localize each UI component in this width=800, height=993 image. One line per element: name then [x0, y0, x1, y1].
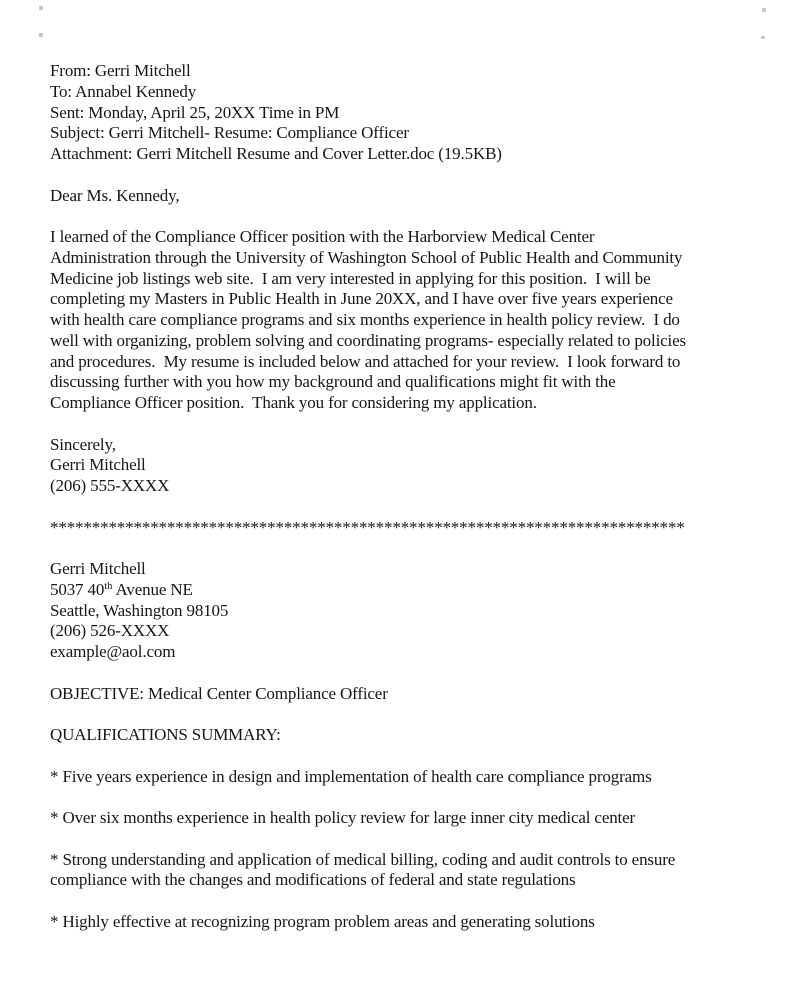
text-line: * Over six months experience in health policy review for large inner city medical center: [50, 808, 636, 827]
email-header: [50, 61, 750, 165]
text-line: well with organizing, problem solving and coordinating programs- especially related to policies: [50, 330, 686, 350]
qualifications-heading-line: QUALIFICATIONS SUMMARY:: [50, 725, 281, 744]
contact-phone: (206) 526-XXXX: [50, 621, 170, 641]
contact-block: [50, 559, 750, 663]
contact-address-ordinal: th: [104, 580, 113, 592]
contact-email: example@aol.com: [50, 642, 176, 661]
text-line: * Highly effective at recognizing program problem areas and generating solutions: [50, 911, 595, 931]
text-line: I learned of the Compliance Officer position with the Harborview Medical Center: [50, 227, 595, 246]
text-line: with health care compliance programs and six months experience in health policy review. I do: [50, 310, 680, 329]
scan-speck-top-left-1: [39, 6, 43, 10]
closing-name: Gerri Mitchell: [50, 455, 146, 475]
closing-sincerely: Sincerely,: [50, 434, 116, 454]
email-from-line: From: Gerri Mitchell: [50, 61, 191, 80]
text-line: * Five years experience in design and implementation of health care compliance programs: [50, 766, 652, 786]
scan-speck-top-right-2: [761, 36, 765, 39]
asterisk-separator-line: ****************************************************************************: [50, 517, 685, 537]
text-line: Medicine job listings web site. I am very interested in applying for this position. I will be: [50, 268, 651, 288]
email-to-line: To: Annabel Kennedy: [50, 81, 197, 101]
scan-speck-top-left-2: [39, 33, 43, 37]
salutation: [50, 186, 750, 207]
closing-phone: (206) 555-XXXX: [50, 476, 170, 495]
text-line: Administration through the University of Washington School of Public Health and Community: [50, 247, 683, 267]
qualification-item: [50, 850, 750, 892]
salutation-line: Dear Ms. Kennedy,: [50, 185, 180, 205]
text-line: and procedures. My resume is included below and attached for your review. I look forward to: [50, 351, 681, 371]
contact-name: Gerri Mitchell: [50, 559, 146, 578]
email-attachment-line: Attachment: Gerri Mitchell Resume and Cover Letter.doc (19.5KB): [50, 144, 502, 163]
contact-address-rest: Avenue NE: [112, 579, 193, 599]
resume-objective: [50, 684, 750, 705]
text-line: completing my Masters in Public Health in June 20XX, and I have over five years experience: [50, 289, 673, 309]
closing: [50, 435, 750, 497]
qualification-item: [50, 767, 750, 788]
contact-address-number: 5037 40: [50, 579, 105, 599]
email-sent-line: Sent: Monday, April 25, 20XX Time in PM: [50, 102, 340, 122]
scan-speck-top-right-1: [762, 8, 766, 12]
qualifications-heading: [50, 725, 750, 746]
contact-city-line: Seattle, Washington 98105: [50, 600, 229, 620]
contact-address: [50, 580, 750, 601]
text-line: * Strong understanding and application of medical billing, coding and audit controls to ensure: [50, 849, 676, 869]
resume-objective-line: OBJECTIVE: Medical Center Compliance Officer: [50, 683, 388, 703]
qualification-item: [50, 808, 750, 829]
asterisk-separator: [50, 518, 750, 539]
qualification-item: [50, 912, 750, 933]
text-line: discussing further with you how my background and qualifications might fit with the: [50, 372, 616, 392]
text-line: compliance with the changes and modifications of federal and state regulations: [50, 870, 576, 890]
email-subject-line: Subject: Gerri Mitchell- Resume: Compliance Officer: [50, 123, 409, 143]
cover-letter-paragraph: [50, 227, 750, 414]
text-line: Compliance Officer position. Thank you for considering my application.: [50, 393, 537, 412]
